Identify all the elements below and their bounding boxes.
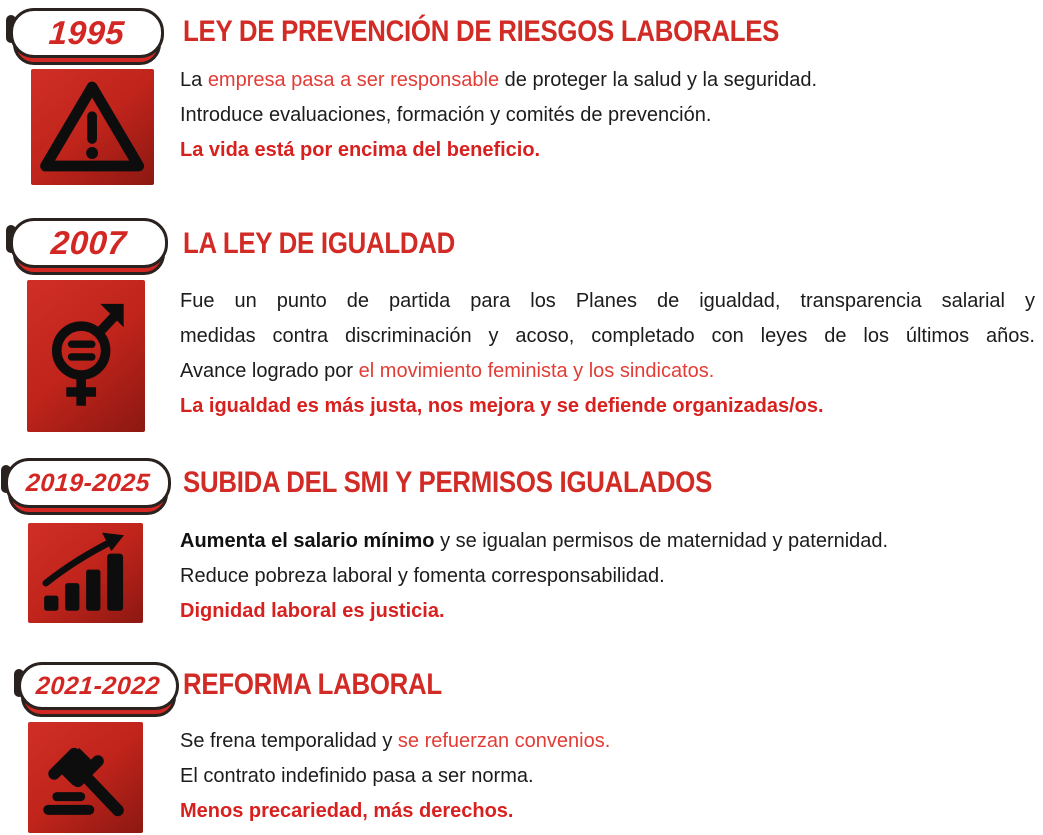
text-segment: se refuerzan convenios. (397, 730, 611, 752)
text-segment: Introduce evaluaciones, formación y comités de prevención. (180, 104, 712, 126)
text-segment: el movimiento feminista y los sindicatos. (358, 360, 715, 382)
year-label: 2019-2025 (25, 468, 152, 497)
warning-triangle-icon (38, 76, 146, 178)
text-line (180, 389, 1035, 424)
text-line (180, 319, 1035, 354)
text-segment: Dignidad laboral es justicia. (180, 600, 445, 622)
section-title: LA LEY DE IGUALDAD (183, 227, 456, 260)
gavel-icon (38, 732, 132, 823)
icon-tile (28, 523, 143, 623)
text-segment: El contrato indefinido pasa a ser norma. (180, 765, 534, 787)
section-title: REFORMA LABORAL (183, 668, 442, 701)
gender-equality-icon (44, 289, 129, 423)
section-body (180, 724, 1035, 829)
text-line (180, 724, 1035, 759)
section-body (180, 284, 1035, 424)
year-badge (18, 662, 179, 710)
year-badge (10, 8, 164, 58)
text-line (180, 284, 1035, 319)
text-line (180, 759, 1035, 794)
icon-tile (28, 722, 143, 833)
section-body (180, 524, 1035, 629)
text-line (180, 63, 1035, 98)
text-segment: Avance logrado por (180, 360, 359, 382)
text-line (180, 133, 1035, 168)
icon-tile (27, 280, 145, 432)
text-segment: Fue un punto de partida para los Planes de igualdad, transparencia salarial y (180, 290, 1035, 312)
text-segment: de proteger la salud y la seguridad. (499, 69, 818, 91)
text-line (180, 794, 1035, 829)
text-segment: Menos precariedad, más derechos. (180, 800, 514, 822)
text-line (180, 98, 1035, 133)
year-badge (10, 218, 168, 268)
text-segment: Se frena temporalidad y (180, 730, 398, 752)
year-label: 2021-2022 (35, 671, 162, 700)
text-segment: empresa pasa a ser responsable (207, 69, 500, 91)
section-body (180, 63, 1035, 168)
text-line (180, 594, 1035, 629)
section-title: SUBIDA DEL SMI Y PERMISOS IGUALADOS (183, 466, 713, 499)
text-segment: La vida está por encima del beneficio. (180, 139, 541, 161)
text-segment: La (180, 69, 208, 91)
text-segment: medidas contra discriminación y acoso, completado con leyes de los últimos años. (180, 325, 1035, 347)
text-line (180, 354, 1035, 389)
text-line (180, 524, 1035, 559)
year-label: 1995 (48, 14, 127, 51)
year-badge (5, 458, 171, 508)
bar-chart-growth-icon (37, 531, 134, 615)
text-segment: Reduce pobreza laboral y fomenta corresponsabilidad. (180, 565, 665, 587)
text-segment: y se igualan permisos de maternidad y paternidad. (434, 530, 889, 552)
text-line (180, 559, 1035, 594)
text-segment: Aumenta el salario mínimo (180, 530, 435, 552)
year-label: 2007 (50, 224, 129, 261)
icon-tile (31, 69, 154, 185)
section-title: LEY DE PREVENCIÓN DE RIESGOS LABORALES (183, 15, 780, 48)
text-segment: La igualdad es más justa, nos mejora y se defiende organizadas/os. (180, 395, 824, 417)
